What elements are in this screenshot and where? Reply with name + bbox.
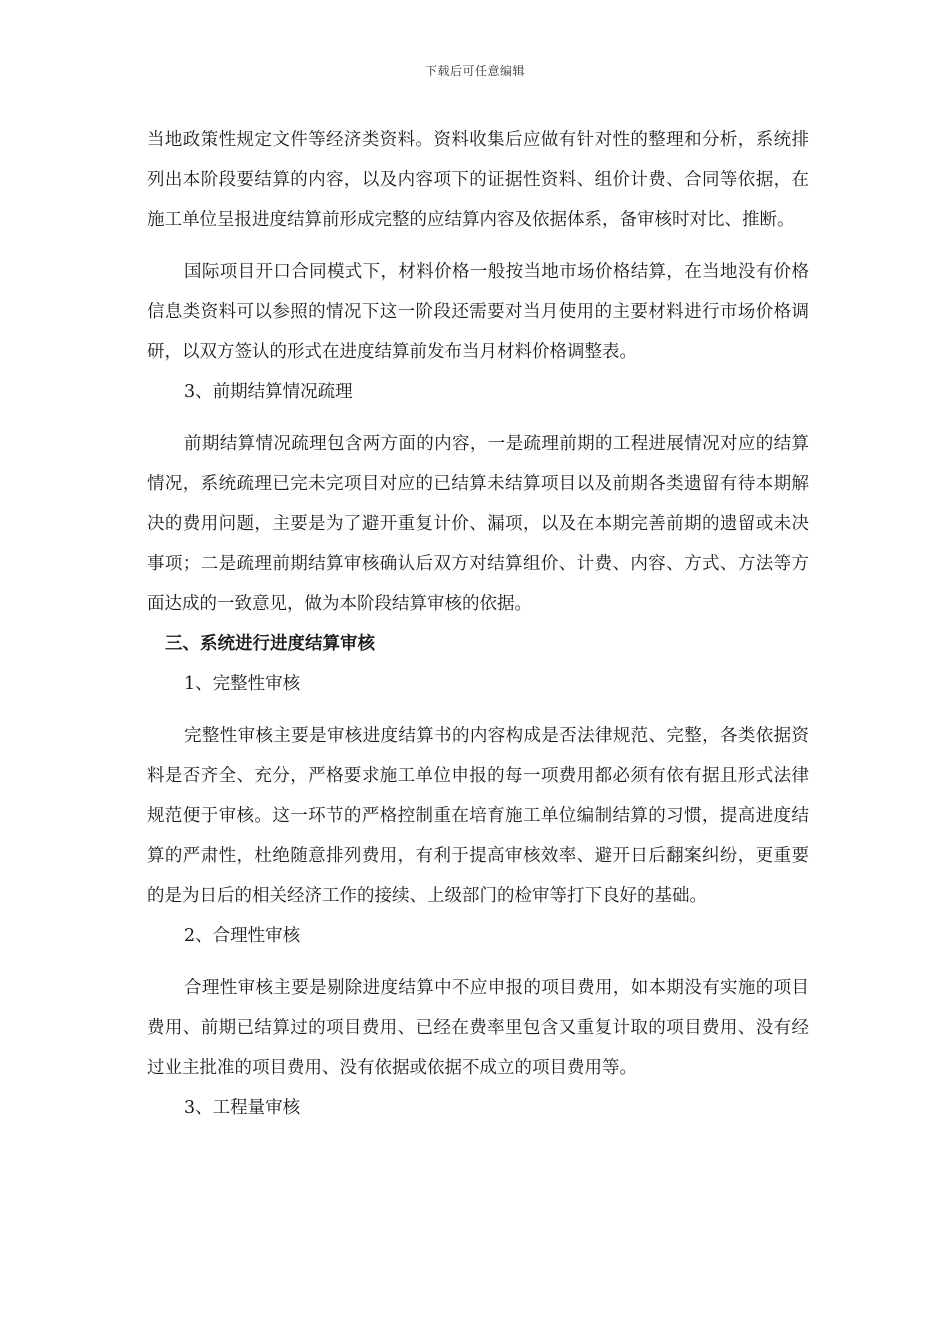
subheading-quantity: 3、工程量审核 — [184, 1098, 301, 1118]
paragraph-completeness: 完整性审核主要是审核进度结算书的内容构成是否法律规范、完整，各类依据资料是否齐全、充分，严格要求施工单位申报的每一项费用都必须有依有据且形式法律规范便于审核。这一环节的严格控制重在培育施工单位编制结算的习惯，提高进度结算的严肃性，杜绝随意排列费用，有利于提高审核效率、避开日后翻案纠纷，更重要的是为日后的相关经济工作的接续、上级部门的检审等打下良好的基础。 — [147, 726, 809, 906]
page-header-note: 下载后可任意编辑 — [424, 64, 525, 78]
paragraph-materials-collection: 当地政策性规定文件等经济类资料。资料收集后应做有针对性的整理和分析，系统排列出本阶段要结算的内容，以及内容项下的证据性资料、组价计费、合同等依据，在施工单位呈报进度结算前形成完整的应结算内容及依据体系，备审核时对比、推断。 — [147, 130, 809, 230]
subheading-reasonableness: 2、合理性审核 — [184, 926, 301, 946]
section-heading-audit: 三、系统进行进度结算审核 — [165, 634, 375, 654]
paragraph-prior-settlement: 前期结算情况疏理包含两方面的内容，一是疏理前期的工程进展情况对应的结算情况，系统疏理已完未完项目对应的已结算未结算项目以及前期各类遗留有待本期解决的费用问题，主要是为了避开重复计价、漏项，以及在本期完善前期的遗留或未决事项；二是疏理前期结算审核确认后双方对结算组价、计费、内容、方式、方法等方面达成的一致意见，做为本阶段结算审核的依据。 — [147, 434, 809, 614]
subheading-completeness: 1、完整性审核 — [184, 674, 301, 694]
subheading-prior-settlement: 3、前期结算情况疏理 — [184, 382, 353, 402]
paragraph-international-pricing: 国际项目开口合同模式下，材料价格一般按当地市场价格结算，在当地没有价格信息类资料可以参照的情况下这一阶段还需要对当月使用的主要材料进行市场价格调研，以双方签认的形式在进度结算前发布当月材料价格调整表。 — [147, 262, 809, 362]
paragraph-reasonableness: 合理性审核主要是剔除进度结算中不应申报的项目费用，如本期没有实施的项目费用、前期已结算过的项目费用、已经在费率里包含又重复计取的项目费用、没有经过业主批准的项目费用、没有依据或依据不成立的项目费用等。 — [147, 978, 809, 1078]
document-body — [147, 120, 809, 1128]
